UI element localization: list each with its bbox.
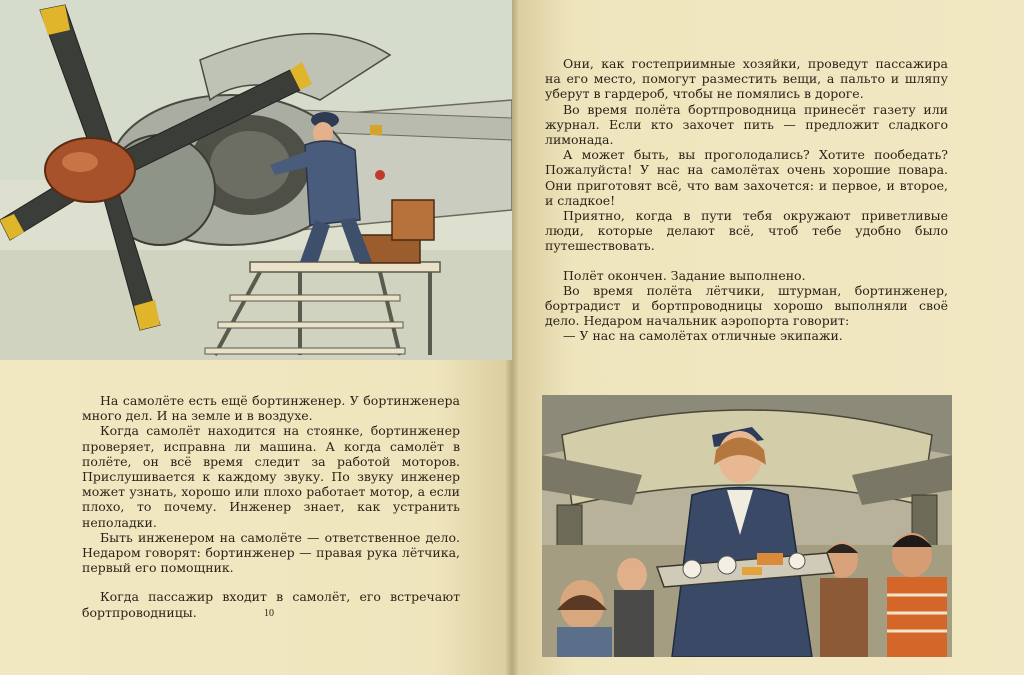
right-paragraph-7: — У нас на самолётах отличные экипажи. — [563, 328, 843, 344]
engine-illustration — [0, 0, 512, 360]
left-page-text — [82, 393, 460, 620]
right-paragraph-4: Приятно, когда в пути тебя окружают приветливые люди, которые делают всё, чтоб тебе удобно было путешествовать. — [545, 208, 948, 254]
cabin-illustration — [542, 395, 952, 657]
left-paragraph-2: Когда самолёт находится на стоянке, бортинженер проверяет, исправна ли машина. А когда самолёт в полёте, он всё время следит за работой моторов. Прислушивается к каждому звуку. По звуку инженер может узнать, хорошо или плохо работает мотор, а если плохо, то почему. Инженер знает, как устранить неполадки. — [82, 423, 460, 530]
left-paragraph-4: Когда пассажир входит в самолёт, его встречают бортпроводницы. — [82, 589, 460, 620]
left-paragraph-3: Быть инженером на самолёте — ответственное дело. Недаром говорят: бортинженер — правая рука лётчика, первый его помощник. — [82, 529, 460, 576]
right-paragraph-5: Полёт окончен. Задание выполнено. — [563, 267, 806, 283]
left-paragraph-1: На самолёте есть ещё бортинженер. У бортинженера много дел. И на земле и в воздухе. — [82, 393, 460, 424]
right-paragraph-3: А может быть, вы проголодались? Хотите пообедать? Пожалуйста! У нас на самолётах очень хорошие повара. Они приготовят всё, что вам захочется: и первое, и второе, и сладкое! — [545, 147, 948, 208]
right-paragraph-2: Во время полёта бортпроводница принесёт газету или журнал. Если кто захочет пить — предложит сладкого лимонада. — [545, 101, 948, 148]
right-paragraph-1: Они, как гостеприимные хозяйки, проведут пассажира на его место, помогут разместить вещи, а пальто и шляпу уберут в гардероб, чтобы не помялись в дороге. — [545, 56, 948, 102]
right-paragraph-6: Во время полёта лётчики, штурман, бортинженер, бортрадист и бортпроводницы хорошо выполняли своё дело. Недаром начальник аэропорта говорит: — [545, 282, 948, 329]
page-number: 10 — [264, 608, 274, 619]
right-page-text — [545, 56, 948, 344]
